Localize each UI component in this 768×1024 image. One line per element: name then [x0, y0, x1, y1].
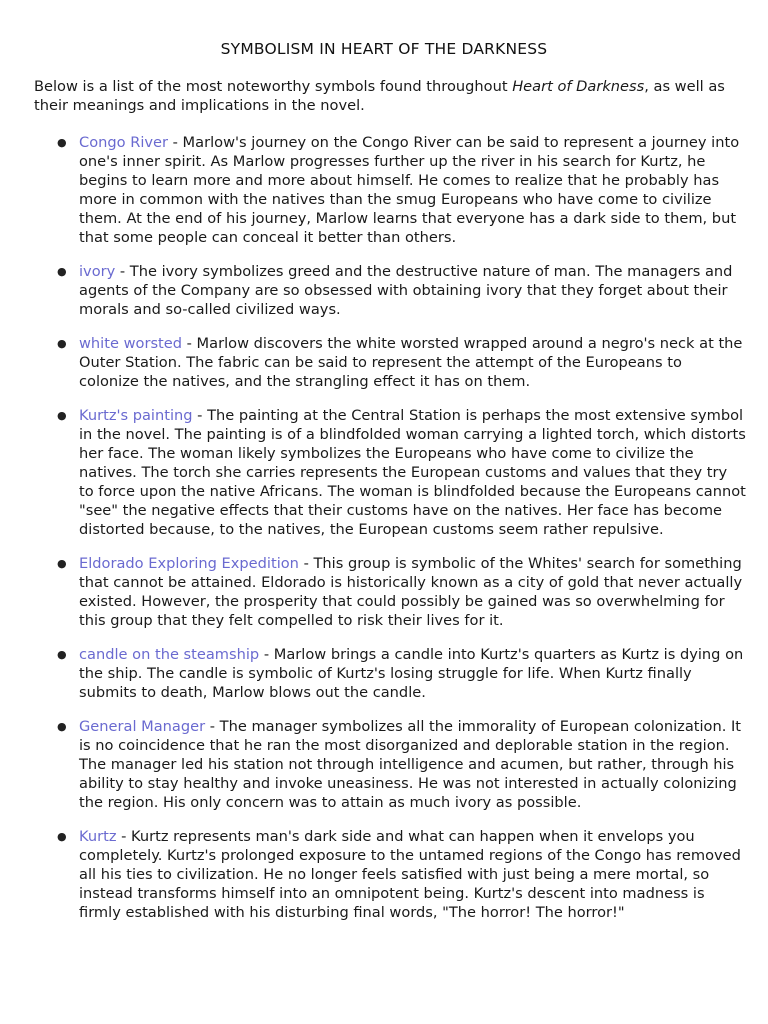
- symbol-description: - The ivory symbolizes greed and the destructive nature of man. The managers and agents of the Company are so obsessed with obtaining ivory that they forget about their morals and so-called civilized ways.: [79, 263, 733, 318]
- bullet-icon: ●: [57, 557, 67, 570]
- document-title: SYMBOLISM IN HEART OF THE DARKNESS: [220, 40, 548, 58]
- bullet-icon: ●: [57, 648, 67, 661]
- symbol-item-kurtz: [0, 827, 768, 922]
- bullet-icon: ●: [57, 409, 67, 422]
- symbol-item-ivory: [0, 262, 768, 319]
- symbol-term-general-manager: General Manager: [79, 718, 206, 735]
- symbol-term-eldorado-expedition: Eldorado Exploring Expedition: [79, 555, 299, 572]
- symbol-item-congo-river: [0, 133, 768, 247]
- symbol-term-ivory: ivory: [79, 263, 116, 280]
- symbol-description: - This group is symbolic of the Whites' search for something that cannot be attained. Eldorado is historically known as a city of gold that never actually existed. However, the prosperity that could possibly be gained was so overwhelming for this group that they felt compelled to risk their lives for it.: [79, 555, 743, 629]
- symbol-item-candle: [0, 645, 768, 702]
- symbol-description: - The manager symbolizes all the immorality of European colonization. It is no coincidence that he ran the most disorganized and deplorable station in the region. The manager led his station not through intelligence and acumen, but rather, through his ability to stay healthy and invoke uneasiness. He was not interested in actually colonizing the region. His only concern was to attain as much ivory as possible.: [79, 718, 742, 811]
- symbol-description: - The painting at the Central Station is perhaps the most extensive symbol in the novel. The painting is of a blindfolded woman carrying a lighted torch, which distorts her face. The woman likely symbolizes the Europeans who have come to civilize the natives. The torch she carries represents the European customs and values that they try to force upon the native Africans. The woman is blindfolded because the Europeans cannot "see" the negative effects that their customs have on the natives. Her face has become distorted because, to the natives, the European customs seem rather repulsive.: [79, 407, 746, 538]
- bullet-icon: ●: [57, 720, 67, 733]
- symbol-term-kurtzs-painting: Kurtz's painting: [79, 407, 193, 424]
- symbol-item-eldorado-expedition: [0, 554, 768, 630]
- bullet-icon: ●: [57, 265, 67, 278]
- book-title: Heart of Darkness: [512, 78, 645, 95]
- bullet-icon: ●: [57, 830, 67, 843]
- symbol-description: - Marlow's journey on the Congo River can be said to represent a journey into one's inner spirit. As Marlow progresses further up the river in his search for Kurtz, he begins to learn more and more about himself. He comes to realize that he probably has more in common with the natives than the smug Europeans who have come to civilize them. At the end of his journey, Marlow learns that everyone has a dark side to them, but that some people can conceal it better than others.: [79, 134, 740, 246]
- symbol-term-kurtz: Kurtz: [79, 828, 117, 845]
- symbol-item-kurtzs-painting: [0, 406, 768, 539]
- symbol-term-white-worsted: white worsted: [79, 335, 183, 352]
- bullet-icon: ●: [57, 337, 67, 350]
- symbol-item-white-worsted: [0, 334, 768, 391]
- symbol-description: - Kurtz represents man's dark side and what can happen when it envelops you completely. Kurtz's prolonged exposure to the untamed regions of the Congo has removed all his ties to civilization. He no longer feels satisfied with just being a mere mortal, so instead transforms himself into an omnipotent being. Kurtz's descent into madness is firmly established with his disturbing final words, "The horror! The horror!": [79, 828, 741, 921]
- intro-text-after: , as well as their meanings and implications in the novel.: [34, 78, 725, 114]
- symbol-item-general-manager: [0, 717, 768, 812]
- intro-text-before: Below is a list of the most noteworthy symbols found throughout: [34, 78, 513, 95]
- bullet-icon: ●: [57, 136, 67, 149]
- symbol-description: - Marlow discovers the white worsted wrapped around a negro's neck at the Outer Station. The fabric can be said to represent the attempt of the Europeans to colonize the natives, and the strangling effect it has on them.: [79, 335, 743, 390]
- symbol-term-congo-river: Congo River: [79, 134, 169, 151]
- symbol-list: [0, 133, 768, 937]
- symbol-description: - Marlow brings a candle into Kurtz's quarters as Kurtz is dying on the ship. The candle is symbolic of Kurtz's losing struggle for life. When Kurtz finally submits to death, Marlow blows out the candle.: [79, 646, 744, 701]
- symbol-term-candle: candle on the steamship: [79, 646, 260, 663]
- intro-paragraph: [34, 77, 744, 115]
